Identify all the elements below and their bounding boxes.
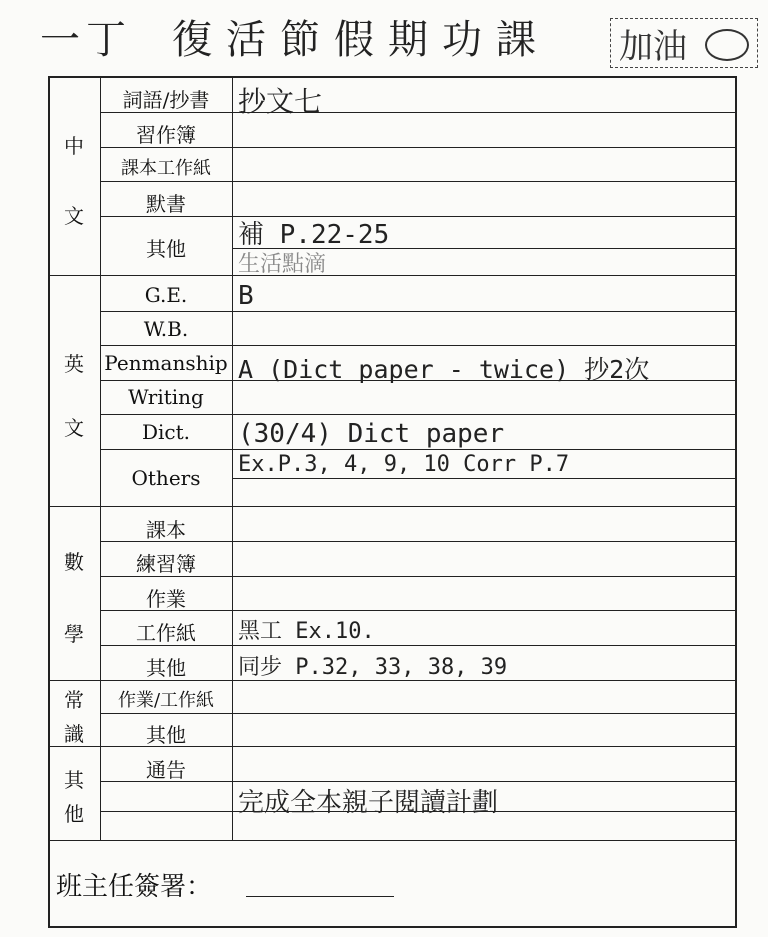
group-char: 文 [64, 416, 84, 440]
group-char: 數 [64, 550, 84, 574]
group-label-math [48, 546, 100, 575]
entry-chinese-copy: 抄文七 [238, 85, 323, 118]
row-label: 詞語/抄書 [122, 88, 210, 112]
section-divider [48, 506, 737, 507]
section-divider [48, 275, 737, 276]
row-label: Dict. [141, 420, 191, 444]
row-line [100, 311, 737, 312]
entry-english-ge: B [238, 281, 254, 311]
row-label: Penmanship [104, 351, 228, 375]
row-label: 默書 [146, 192, 186, 216]
row-label: G.E. [144, 283, 188, 307]
group-label-english [48, 412, 100, 441]
row-label: W.B. [143, 317, 189, 341]
encouragement-sticker [610, 18, 758, 68]
title-text: 復活節假期功課 [172, 17, 550, 63]
row-label: 工作紙 [136, 621, 196, 645]
entry-math-other: 同步 P.32, 33, 38, 39 [238, 655, 508, 680]
entry-chinese-other: 補 P.22-25 [238, 220, 390, 250]
group-label-english [48, 348, 100, 377]
row-label: 習作簿 [136, 123, 196, 147]
group-char: 常 [64, 688, 84, 712]
row-line [100, 713, 737, 714]
group-char: 他 [64, 802, 84, 826]
row-line [100, 414, 737, 415]
section-divider [48, 840, 737, 841]
group-char: 學 [64, 622, 84, 646]
group-char: 英 [64, 352, 84, 376]
group-label-other [48, 764, 100, 793]
row-label: 課本工作紙 [121, 158, 211, 179]
group-char: 其 [64, 768, 84, 792]
row-label: 其他 [146, 656, 186, 680]
row-label: 作業 [146, 587, 186, 611]
group-char: 中 [64, 134, 84, 158]
row-label: 通告 [146, 758, 186, 782]
grid-line [232, 78, 233, 840]
row-line [100, 449, 737, 450]
row-line [100, 345, 737, 346]
entry-english-penmanship: A (Dict paper - twice) 抄2次 [238, 355, 650, 384]
group-char: 文 [64, 204, 84, 228]
entry-english-dict: (30/4) Dict paper [238, 419, 505, 449]
row-label: 課本 [146, 518, 186, 542]
row-label: Others [131, 466, 201, 490]
group-label-math [48, 618, 100, 647]
row-label: 其他 [146, 237, 186, 261]
entry-other-reading: 完成全本親子閱讀計劃 [238, 788, 499, 818]
sticker-text: 加油 [619, 27, 687, 67]
row-label: 練習簿 [136, 552, 196, 576]
entry-math-worksheet: 黑工 Ex.10. [238, 619, 375, 644]
signature-line [246, 896, 394, 897]
entry-chinese-other-2: 生活點滴 [238, 252, 327, 277]
group-char: 識 [64, 722, 84, 746]
row-line [100, 181, 737, 182]
group-label-gs [48, 684, 100, 713]
row-label: Writing [128, 385, 204, 409]
class-name: 一丁 [40, 17, 132, 63]
group-label-chinese [48, 200, 100, 229]
pig-drawing-icon [705, 29, 749, 61]
group-label-other [48, 798, 100, 827]
row-line [232, 478, 737, 479]
signature-label: 班主任簽署： [56, 872, 213, 902]
row-label: 其他 [146, 723, 186, 747]
row-label: 作業/工作紙 [117, 690, 215, 711]
entry-english-others: Ex.P.3, 4, 9, 10 Corr P.7 [238, 452, 570, 477]
group-label-chinese [48, 130, 100, 159]
group-label-gs [48, 718, 100, 747]
page-title [40, 8, 550, 65]
